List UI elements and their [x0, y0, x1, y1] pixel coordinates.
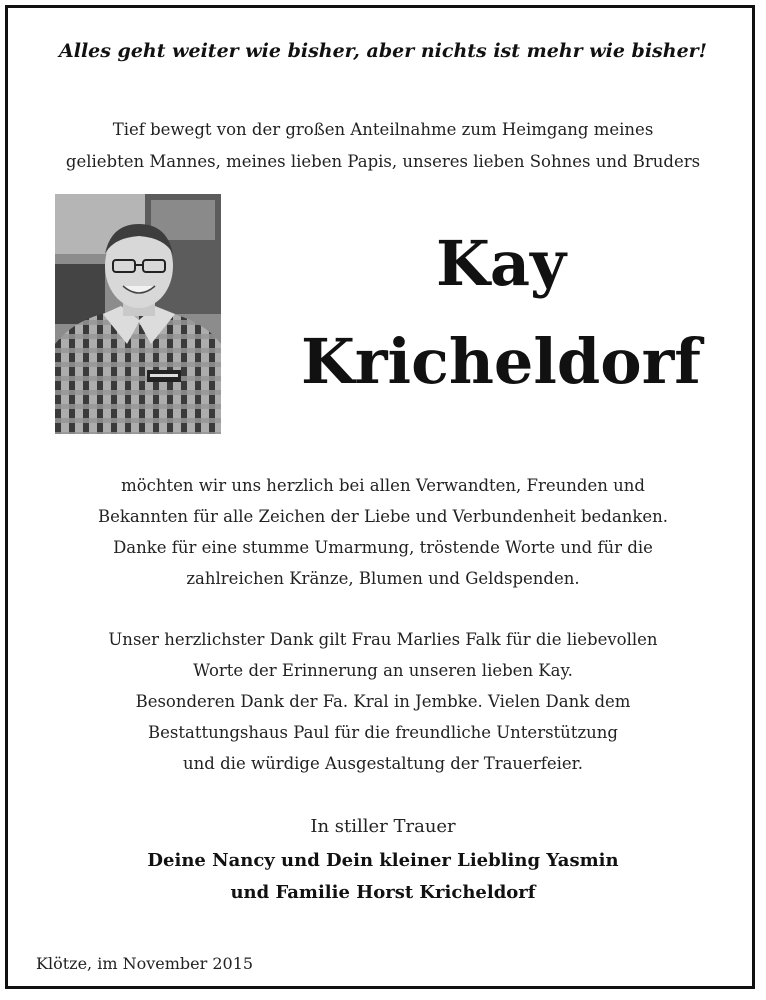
paragraph-line: zahlreichen Kränze, Blumen und Geldspenden.	[186, 569, 580, 588]
deceased-last-name: Kricheldorf	[301, 325, 701, 398]
family-signature: und Familie Horst Kricheldorf	[230, 882, 536, 903]
deceased-first-name: Kay	[435, 227, 567, 300]
motto: Alles geht weiter wie bisher, aber nichts ist mehr wie bisher!	[58, 40, 708, 62]
paragraph-line: möchten wir uns herzlich bei allen Verwandten, Freunden und	[121, 476, 645, 495]
paragraph-line: Bekannten für alle Zeichen der Liebe und Verbundenheit bedanken.	[98, 507, 668, 526]
portrait-photo	[55, 194, 221, 434]
paragraph-line: Danke für eine stumme Umarmung, tröstende Worte und für die	[113, 538, 653, 557]
place-date: Klötze, im November 2015	[36, 954, 254, 973]
special-thanks-paragraph	[0, 624, 766, 779]
thanks-paragraph	[0, 470, 766, 594]
intro-line: Tief bewegt von der großen Anteilnahme zum Heimgang meines	[112, 120, 654, 139]
intro-line: geliebten Mannes, meines lieben Papis, unseres lieben Sohnes und Bruders	[65, 152, 701, 171]
family-signature: Deine Nancy und Dein kleiner Liebling Yasmin	[147, 850, 619, 871]
paragraph-line: und die würdige Ausgestaltung der Trauerfeier.	[183, 754, 583, 773]
paragraph-line: Besonderen Dank der Fa. Kral in Jembke. Vielen Dank dem	[135, 692, 631, 711]
paragraph-line: Worte der Erinnerung an unseren lieben Kay.	[193, 661, 573, 680]
mourning-heading: In stiller Trauer	[310, 816, 456, 837]
paragraph-line: Unser herzlichster Dank gilt Frau Marlies Falk für die liebevollen	[108, 630, 658, 649]
paragraph-line: Bestattungshaus Paul für die freundliche Unterstützung	[148, 723, 618, 742]
intro-text	[0, 114, 766, 178]
